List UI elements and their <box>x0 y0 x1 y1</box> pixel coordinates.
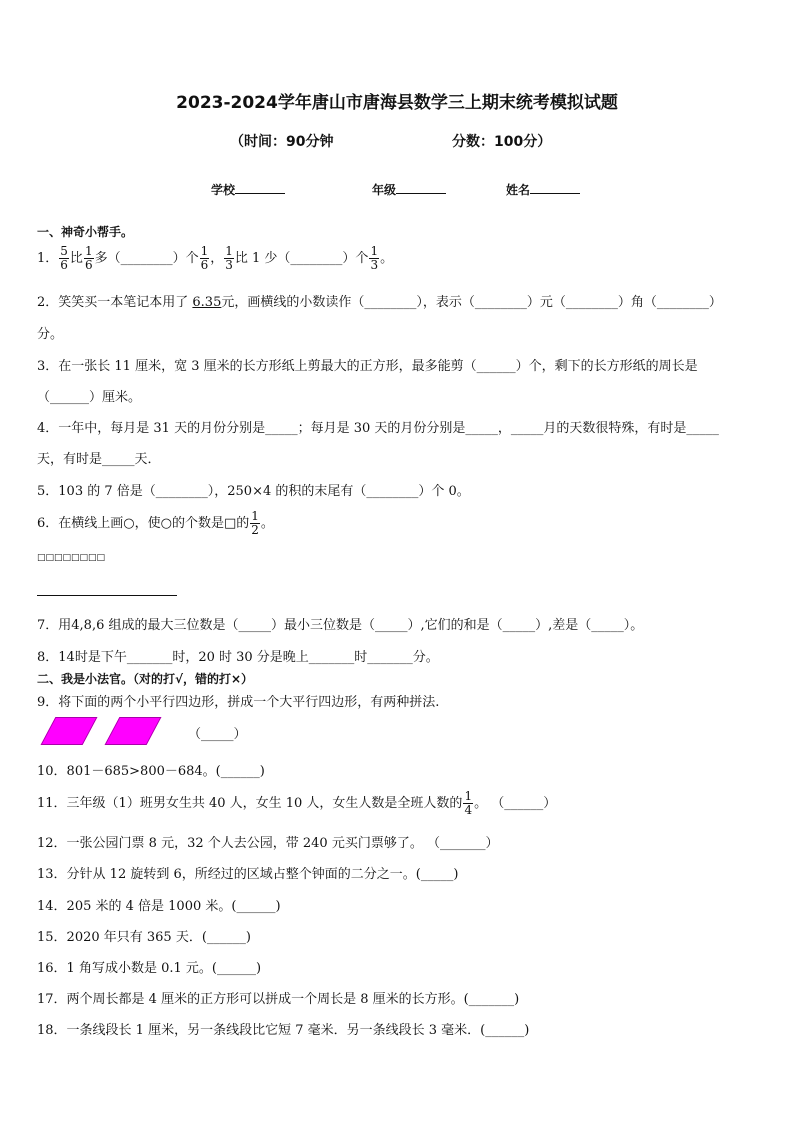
question-3: 3．在一张长 11 厘米，宽 3 厘米的长方形纸上剪最大的正方形，最多能剪（______）个，剩下的长方形纸的周长是 <box>37 359 698 374</box>
name-label: 姓名 <box>506 183 531 197</box>
question-8: 8．14时是下午_______时，20 时 30 分是晚上_______时_______分。 <box>37 650 439 665</box>
fraction: $\frac{1}{2}$ <box>251 509 259 537</box>
time-limit: （时间：90分钟 <box>230 134 334 150</box>
question-6: 6．在横线上画○，使○的个数是□的 $\frac{1}{2}$ 。 <box>37 509 274 537</box>
grade-blank[interactable] <box>396 193 446 194</box>
grade-label: 年级 <box>372 183 397 197</box>
underlined-decimal: 6.35 <box>192 295 222 310</box>
question-11: 11．三年级（1）班男女生共 40 人，女生 10 人，女生人数是全班人数的 $\frac{1}{4}$ 。 （______） <box>37 789 557 817</box>
question-7: 7．用4,8,6 组成的最大三位数是（_____）最小三位数是（_____）,它们的和是（_____）,差是（_____）。 <box>37 618 644 633</box>
question-2: 2．笑笑买一本笔记本用了 6.35元，画横线的小数读作（________），表示（________）元（________）角（________） <box>37 295 722 310</box>
parallelogram-1 <box>41 717 98 745</box>
fraction: $\frac{5}{6}$ <box>60 244 68 272</box>
question-17: 17．两个周长都是 4 厘米的正方形可以拼成一个周长是 8 厘米的长方形。(_______) <box>37 992 520 1007</box>
fraction: $\frac{1}{6}$ <box>200 244 209 272</box>
question-12: 12．一张公园门票 8 元，32 个人去公园，带 240 元买门票够了。 （_______） <box>37 836 499 851</box>
school-field[interactable] <box>211 181 285 198</box>
question-5: 5．103 的 7 倍是（________），250×4 的积的末尾有（________）个 0。 <box>37 484 470 499</box>
question-1: 1． $\frac{5}{6}$ 比 $\frac{1}{6}$ 多（________）个 $\frac{1}{6}$ ， $\frac{1}{3}$ 比 1 少（________）个 $\frac{1}{3}$ 。 <box>37 244 394 272</box>
school-blank[interactable] <box>235 193 285 194</box>
question-4: 4．一年中，每月是 31 天的月份分别是_____；每月是 30 天的月份分别是_____，_____月的天数很特殊，有时是_____ <box>37 421 719 436</box>
question-3-cont: （______）厘米。 <box>37 390 142 405</box>
question-13: 13．分针从 12 旋转到 6，所经过的区域占整个钟面的二分之一。(_____) <box>37 867 459 882</box>
school-label: 学校 <box>211 183 236 197</box>
grade-field[interactable] <box>372 181 446 198</box>
question-18: 18．一条线段长 1 厘米，另一条线段比它短 7 毫米．另一条线段长 3 毫米．(______) <box>37 1023 530 1038</box>
question-9: 9．将下面的两个小平行四边形，拼成一个大平行四边形，有两种拼法. <box>37 695 440 710</box>
answer-blank[interactable]: （_____） <box>188 727 247 742</box>
name-blank[interactable] <box>530 193 580 194</box>
question-14: 14．205 米的 4 倍是 1000 米。(______) <box>37 899 281 914</box>
fraction: $\frac{1}{4}$ <box>464 789 473 817</box>
parallelogram-2 <box>105 717 162 745</box>
fraction: $\frac{1}{3}$ <box>225 244 233 272</box>
question-15: 15．2020 年只有 365 天．(______) <box>37 930 251 945</box>
page-title: 2023-2024学年唐山市唐海县数学三上期末统考模拟试题 <box>176 93 618 113</box>
name-field[interactable] <box>506 181 580 198</box>
question-2-cont: 分。 <box>37 327 64 342</box>
question-4-cont: 天，有时是_____天． <box>37 452 161 467</box>
square-row: □□□□□□□□ <box>37 553 106 563</box>
fraction: $\frac{1}{3}$ <box>370 244 379 272</box>
section2-heading: 二、我是小法官。（对的打√，错的打×） <box>37 672 254 686</box>
section1-heading: 一、神奇小帮手。 <box>37 225 134 239</box>
question-10: 10．801－685>800－684。(______) <box>37 764 265 779</box>
question-16: 16．1 角写成小数是 0.1 元。(______) <box>37 961 262 976</box>
total-score: 分数：100分） <box>452 134 552 150</box>
drawing-line[interactable] <box>37 595 177 596</box>
fraction: $\frac{1}{6}$ <box>84 244 93 272</box>
